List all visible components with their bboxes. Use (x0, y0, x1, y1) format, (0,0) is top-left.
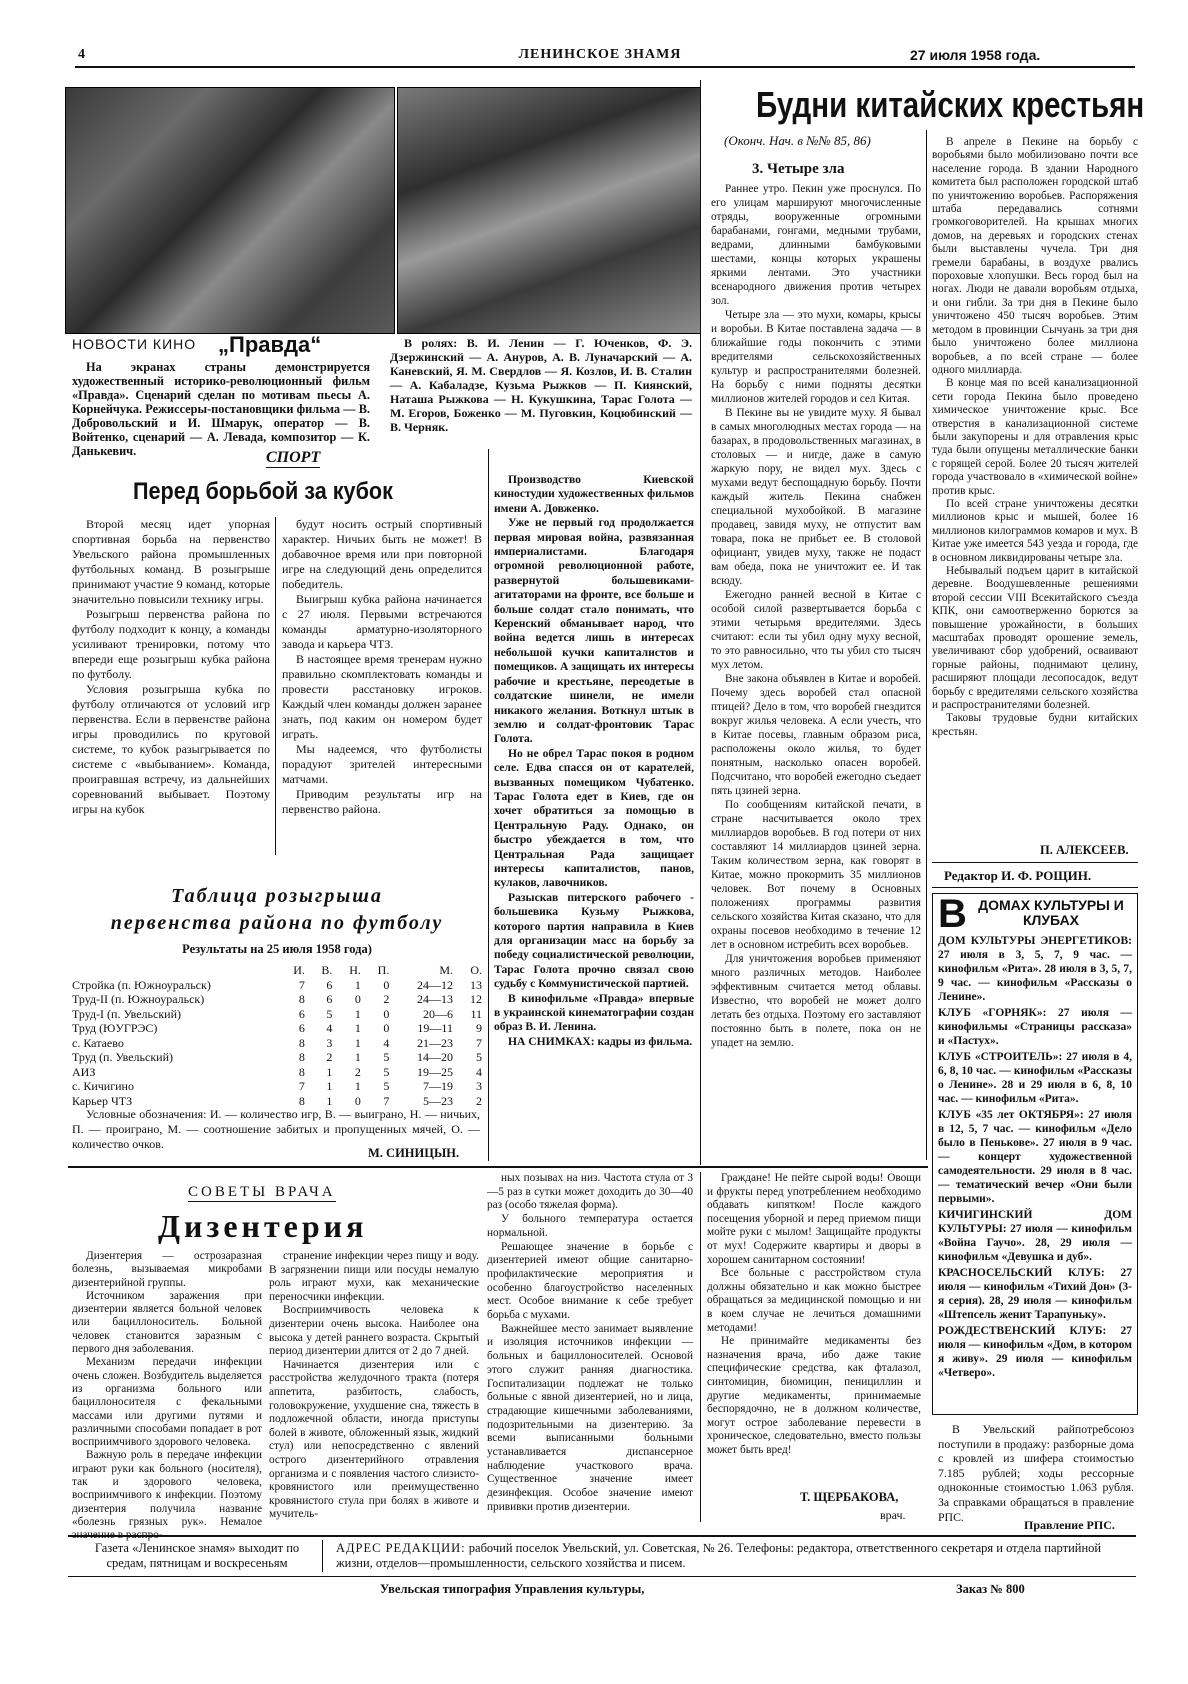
doctor-title: Дизентерия (158, 1208, 368, 1244)
col-header: В. (321, 963, 333, 977)
editor-line: Редактор И. Ф. РОЩИН. (944, 868, 1092, 883)
table-row: Стройка (п. Южноуральск) 7 6 1 0 24—12 13 (72, 977, 482, 992)
issue-date: 27 июля 1958 года. (910, 47, 1041, 63)
address-text: рабочий поселок Увельский, ул. Советская, № 26. Телефоны: редактора, ответственного секретаря и отдела партийной жизни, отделов—промышленности, сельского хозяйства и писем. (336, 1541, 1102, 1570)
editor-rule-top (932, 862, 1138, 863)
china-subtitle: 3. Четыре зла (752, 161, 845, 177)
table-title-2: первенства района по футболу (110, 912, 444, 934)
rps-notice: В Увельский райпотребсоюз поступили в продажу: разборные дома с кровлей из шифера стоимостью 7.185 рублей; ходы рессорные одноконные стоимостью 1.063 рубля. За справками обращаться в правление РПС. (938, 1422, 1134, 1524)
kino-cast: В ролях: В. И. Ленин — Г. Юченков, Ф. Э. Дзержинский — А. Ануров, А. В. Луначарский — А. Каневский, Я. М. Свердлов — Я. Козлов, И. В. Сталин — А. Кабаладзе, Кузьма Рыжков — П. Киянский, Наташа Рыжкова — Н. Кукушкина, Тарас Голота — М. Егоров, Боженко — М. Пуговкин, Коцюбинский — В. Черняк. (390, 336, 692, 434)
sport-section-label: СПОРТ (266, 449, 321, 466)
newspaper-title: ЛЕНИНСКОЕ ЗНАМЯ (518, 47, 682, 62)
china-title: Будни китайских крестьян (756, 84, 1145, 125)
doctor-section-label: СОВЕТЫ ВРАЧА (188, 1184, 336, 1200)
film-still-photo-1 (65, 87, 395, 334)
col-header: И. (293, 963, 305, 977)
doctor-author: Т. ЩЕРБАКОВА, (800, 1490, 899, 1504)
footer-rule-bottom (68, 1576, 1136, 1577)
table-row: Труд (п. Увельский) 8 2 1 5 14—20 5 (72, 1050, 482, 1064)
standings-table (68, 963, 486, 1108)
sport-col-1: Второй месяц идет упорная спортивная борьба на первенство Увельского района промышленных футбольных команд. В розыгрыше принимают участие 9 команд, которые значительно повысили технику игры. Розыгрыш первенства района по футболу подходит к концу, а команды усиливают тренировки, потому что впереди еще розыгрыш кубка района по футболу. Условия розыгрыша кубка по футболу отличаются от условий игр первенства. Если в первенстве района игры проводились по круговой системе, то кубок разыгрывается по системе с «выбыванием». Команда, проигравшая встречу, из дальнейших соревнований выбывает. Поэтому игры на кубок (72, 517, 270, 816)
table-row: с. Катаево 8 3 1 4 21—23 7 (72, 1035, 482, 1050)
editor-rule-bottom (932, 887, 1138, 888)
results-date: Результаты на 25 июля 1958 года) (182, 942, 372, 956)
club-entry: КЛУБ «35 лет ОКТЯБРЯ»: 27 июля в 12, 5, 7 час. — кинофильм «Дело было в Пенькове». 27 июля в 9 час. — концерт художественной самодеятельности. 29 июля в 8 час. — тематический вечер «Они были первыми». (938, 1109, 1132, 1205)
china-author: П. АЛЕКСЕЕВ. (1040, 843, 1129, 857)
table-row: Труд (ЮУГРЭС) 6 4 1 0 19—11 9 (72, 1021, 482, 1035)
table-title-1: Таблица розыгрыша (171, 885, 383, 907)
table-row: с. Кичигино 7 1 1 5 7—19 3 (72, 1079, 482, 1093)
footer-divider (322, 1540, 323, 1572)
col-header: О. (470, 963, 482, 977)
kino-column-rule (488, 449, 489, 1161)
editorial-address (336, 1541, 1136, 1571)
doctor-column-rule (700, 1172, 701, 1522)
table-row: Труд-II (п. Южноуральск) 8 6 0 2 24—13 12 (72, 992, 482, 1006)
table-row: Труд-I (п. Увельский) 6 5 1 0 20—6 11 (72, 1006, 482, 1021)
publication-schedule: Газета «Ленинское знамя» выходит по средам, пятницам и воскресеньям (94, 1541, 300, 1570)
footer-rule-top (68, 1535, 1136, 1537)
club-entry: ДОМ КУЛЬТУРЫ ЭНЕРГЕТИКОВ: 27 июля в 3, 5, 7, 9 час. — кинофильм «Рита». 28 июля в 3, 5, 7, 9 час. — кинофильм «Рассказы о Ленине». (938, 935, 1132, 1003)
table-row: АИЗ 8 1 2 5 19—25 4 (72, 1064, 482, 1079)
table-row: Карьер ЧТЗ 8 1 0 7 5—23 2 (72, 1093, 482, 1108)
doctor-col-3: ных позывах на низ. Частота стула от 3—5 раз в сутки может доходить до 30—40 раз (особо тяжелая форма). У больного температура остается нормальной. Решающее значение в борьбе с дизентерией имеют общие санитарно-профилактические мероприятия и особенно благоустройство населенных мест. Особое внимание к себе требует борьба с мухами. Важнейшее место занимает выявление и изоляция источников инфекции — больных и бациллоносителей. Основой этого служит ранняя диагностика. Госпитализации подлежат не только больные с явной дизентерией, но и лица, страдающие кишечными заболеваниями, подозрительными на дизентерию. За всеми выписанными больными устанавливается диспансерное наблюдение участкового врача. Существенное значение имеет дезинфекция. Особое значение имеют прививки против дизентерии. (487, 1172, 693, 1513)
sport-column-rule (275, 517, 276, 855)
clubs-dropcap: В (938, 892, 967, 936)
sport-title: Перед борьбой за кубок (133, 478, 393, 505)
china-col-2: В апреле в Пекине на борьбу с воробьями было мобилизовано почти все население города. В здании Народного комитета был расположен городской штаб по уничтожению воробьев. Распоряжения штаба передавались сотнями громкоговорителей. На крышах многих домов, на деревьях и городских стенах были выставлены чучела. Три дня гремели барабаны, в воздухе рвались пороховые хлопушки. Весь город был на ногах. Люди не давали воробьям отдыха, и они гибли. За три дня в Пекине было уничтожено 450 тысяч воробьев. Этим методом в провинции Сычуань за три дня было уничтожено более миллиона воробьев, а по всей стране — более одного миллиарда. В конце мая по всей канализационной сети города Пекина было проведено химическое уничтожение крыс. Все отверстия в канализационной системе были закупорены и для отравления крыс туда были опущены металлические банки с горящей серой. Более 20 тысяч жителей города участвовало в «химической войне» против крыс. По всей стране уничтожены десятки миллионов крыс и мышей, более 16 миллионов килограммов комаров и мух. В Китае уже имеется 543 уезда и города, где в основном ликвидированы четыре зла. Небывалый подъем царит в китайской деревне. Воодушевленные решениями второй сессии VIII Всекитайского съезда КПК, они самоотверженно борются за повышение урожайности, в больших масштабах проводят орошение земель, увеличивают сбор удобрений, осваивают горные районы, поднимают целину, расширяют площади лесопосадок, ведут борьбу с вредителями сельского хозяйства и распространителями болезней. Таковы трудовые будни китайских крестьян. (932, 136, 1138, 738)
address-label: АДРЕС РЕДАКЦИИ: (336, 1541, 466, 1555)
col-header: М. (439, 963, 453, 977)
table-legend: Условные обозначения: И. — количество игр, В. — выиграно, Н. — ничьих, П. — проиграно, М. — соотношение забитых и пропущенных мячей, О. — количество очков. (72, 1107, 480, 1151)
film-still-photo-2 (397, 87, 701, 334)
china-continued: (Оконч. Нач. в №№ 85, 86) (724, 133, 871, 148)
club-entry: КРАСНОСЕЛЬСКИЙ КЛУБ: 27 июля — кинофильм «Тихий Дон» (3-я серия). 28, 29 июля — кинофильм «Штепсель женит Тарапуньку». (938, 1267, 1132, 1321)
printer-line: Увельская типография Управления культуры, (380, 1582, 645, 1596)
left-right-divider (700, 80, 701, 1165)
page-number: 4 (78, 47, 85, 62)
doctor-author-role: врач. (880, 1508, 906, 1522)
kino-lead: На экранах страны демонстрируется художественный историко-революционный фильм «Правда». Сценарий сделан по мотивам пьесы А. Корнейчука. Режиссеры-постановщики фильма — В. Добровольский и И. Шмарук, оператор — В. Войтенко, сценарий — А. Левада, композитор — К. Данькевич. (72, 360, 370, 458)
col-header: П. (377, 963, 390, 977)
kino-section-label: НОВОСТИ КИНО (72, 336, 197, 352)
section-rule (68, 1166, 928, 1168)
china-col-1: Раннее утро. Пекин уже проснулся. По его улицам маршируют многочисленные отряды, вооруженные огромными барабанами, гонгами, медными трубами, ведрами, длинными бамбуковыми шестами, концы которых украшены яркими лентами. Это участники всенародного движения против четырех зол. Четыре зла — это мухи, комары, крысы и воробьи. В Китае поставлена задача — в ближайшие годы покончить с этими вредителями сельскохозяйственных культур и распространителями болезней. На борьбу с ними подняты десятки миллионов жителей городов и сел Китая. В Пекине вы не увидите муху. Я бывал в самых многолюдных местах города — на базарах, в продовольственных магазинах, в столовых — и нигде, даже в самую жаркую пору, не видел мух. Здесь с мухами ведут беспощадную борьбу. Почти каждый житель Пекина снабжен специальной мухобойкой. В магазине продавец, завидя муху, не отпустит вам товара, пока не прибьет ее. В столовой официант, увидев муху, также не подаст вам обеда, пока не уничтожит ее. И так всюду. Ежегодно ранней весной в Китае с особой силой развертывается борьба с этими четырьмя вредителями. Здесь считают: если ты убил одну муху весной, то это равносильно, что ты убил сто тысяч мух летом. Вне закона объявлен в Китае и воробей. Почему здесь воробей стал опасной птицей? Дело в том, что воробей гнездится вокруг жилья человека. А если учесть, что в Китае посевы, главным образом риса, расположены около жилья, то будет понятным, насколько опасен воробей. Подсчитано, что воробей ежегодно съедает пять цзиней зерна. По сообщениям китайской печати, в стране насчитывается около трех миллиардов воробьев. В год потери от них составляют 14 миллиардов цзиней зерна. Таким количеством зерна, как говорят в Китае, можно прокормить 35 миллионов человек. Вот почему в Основных положениях программы развития сельского хозяйства Китая сказано, что для охраны посевов необходимо в течение 12 лет в основном истребить всех воробьев. Для уничтожения воробьев применяют много различных методов. Наиболее эффективным считается метод облавы. Известно, что воробей не может долго летать без отдыха. Поэтому его заставляют постоянно быть в полете, пока он не упадет на землю. (711, 183, 921, 1049)
club-entry: КЛУБ «СТРОИТЕЛЬ»: 27 июля в 4, 6, 8, 10 час. — кинофильм «Рассказы о Ленине». 28 и 29 июля в 6, 8, 10 час. — кинофильм «Рита». (938, 1051, 1132, 1105)
club-entry: КИЧИГИНСКИЙ ДОМ КУЛЬТУРЫ: 27 июля — кинофильм «Война Гаучо». 28, 29 июля — кинофильм «Девушка и дуб». (938, 1209, 1132, 1263)
kino-body: Производство Киевской киностудии художественных фильмов имени А. Довженко. Уже не первый год продолжается первая мировая война, развязанная империалистами. Благодаря огромной революционной работе, развернутой большевиками-агитаторами на фронте, все больше и больше солдат стало понимать, что Керенский обманывает народ, что война ведется лишь в интересах небольшой кучки капиталистов и помещиков. А защищать их интересы рабочие и крестьяне, переодетые в солдатские шинели, не имели никакого желания. Воткнул штык в землю и солдат-фронтовик Тарас Голота. Но не обрел Тарас покоя в родном селе. Едва спасся он от карателей, вызванных помещиком Чубатенко. Тарас Голота едет в Киев, где он хочет обратиться за помощью в Центральную Раду. Однако, он быстро убеждается в том, что Центральная Рада защищает интересы капиталистов, панов, кулаков, лавочников. Разыскав питерского рабочего - большевика Кузьму Рыжкова, которого партия направила в Киев для организации масс на борьбу за победу социалистической революции, Тарас Голота прочно связал свою судьбу с Коммунистической партией. В кинофильме «Правда» впервые в украинской кинематографии создан образ В. И. Ленина. НА СНИМКАХ: кадры из фильма. (494, 473, 694, 1048)
doctor-col-2: странение инфекции через пищу и воду. В загрязнении пищи или посуды немалую роль играют мухи, как механические переносчики инфекции. Восприимчивость человека к дизентерии очень высока. Наиболее она высока у детей раннего возраста. Скрытый период дизентерии длится от 2 до 7 дней. Начинается дизентерия или с расстройства желудочного тракта (потеря аппетита, разбитость, слабость, головокружение, ухудшение сна, тяжесть в подложечной области, иногда приступы болей в животе, обложенный язык, жидкий стул) или непосредственно с явлений острого дизентерийного отравления организма и с появления частого слизисто-кровянистого или преимущественно кровянистого стула при болях в животе и мучитель- (269, 1250, 479, 1521)
doctor-col-4: Граждане! Не пейте сырой воды! Овощи и фрукты перед употреблением необходимо обдавать кипятком! После каждого посещения уборной и перед приемом пищи мойте руки с мылом! Защищайте продукты от мух! Содержите квартиры и дворы в хорошем санитарном состоянии! Все больные с расстройством стула должны обязательно и как можно быстрее обращаться за медицинской помощью и ни в коем случае не лечиться домашними методами! Не принимайте медикаменты без назначения врача, ибо даже такие специфические средства, как фталазол, синтомицин, биомицин, пенициллин и другие медикаменты, принимаемые беспорядочно, не в должном количестве, могут острое заболевание перевести в хроническое, следовательно, вместо пользы может быть вред! (707, 1172, 921, 1456)
col-header: Н. (349, 963, 361, 977)
china-column-rule (926, 130, 927, 1160)
order-number: Заказ № 800 (956, 1582, 1025, 1596)
doctor-col-1: Дизентерия — острозаразная болезнь, вызываемая микробами дизентерийной группы. Источником заражения при дизентерии является больной человек или бациллоноситель. Больной человек становится заразным с первого дня заболевания. Механизм передачи инфекции очень сложен. Возбудитель выделяется из организма больного или бациллоносителя с фекальными массами или другими путями и различными способами попадает в рот восприимчивого здорового человека. Важную роль в передаче инфекции играют руки как больного (носителя), так и здорового человека, восприимчивого к инфекции. Поэтому дизентерия получила название «болезнь грязных рук». Немалое (72, 1250, 262, 1528)
sport-col-2: будут носить острый спортивный характер. Ничьих быть не может! В добавочное время или при повторной игре на следующий день определится победитель. Выигрыш кубка района начинается с 27 июля. Первыми встречаются команды арматурно-изоляторного завода и карьера ЧТЗ. В настоящее время тренерам нужно правильно скомплектовать команды и провести расстановку игроков. Каждый член команды должен заранее знать, под каким он номером будет играть. Мы надеемся, что футболисты порадуют зрителей интересными матчами. Приводим результаты игр на первенство района. (282, 517, 482, 816)
clubs-title: ДОМАХ КУЛЬТУРЫ И КЛУБАХ (978, 897, 1124, 928)
kino-title: „Правда“ (218, 332, 322, 357)
table-header-row (68, 963, 486, 978)
masthead-rule (75, 66, 1135, 68)
sport-author: М. СИНИЦЫН. (368, 1146, 460, 1160)
club-entry: КЛУБ «ГОРНЯК»: 27 июля — кинофильмы «Страницы рассказа» и «Пастух». (938, 1007, 1132, 1047)
clubs-list (938, 934, 1132, 1382)
club-entry: РОЖДЕСТВЕНСКИЙ КЛУБ: 27 июля — кинофильм «Дом, в котором я живу». 29 июля — кинофильм «Четверо». (938, 1325, 1132, 1379)
rps-signature: Правление РПС. (1024, 1518, 1115, 1532)
